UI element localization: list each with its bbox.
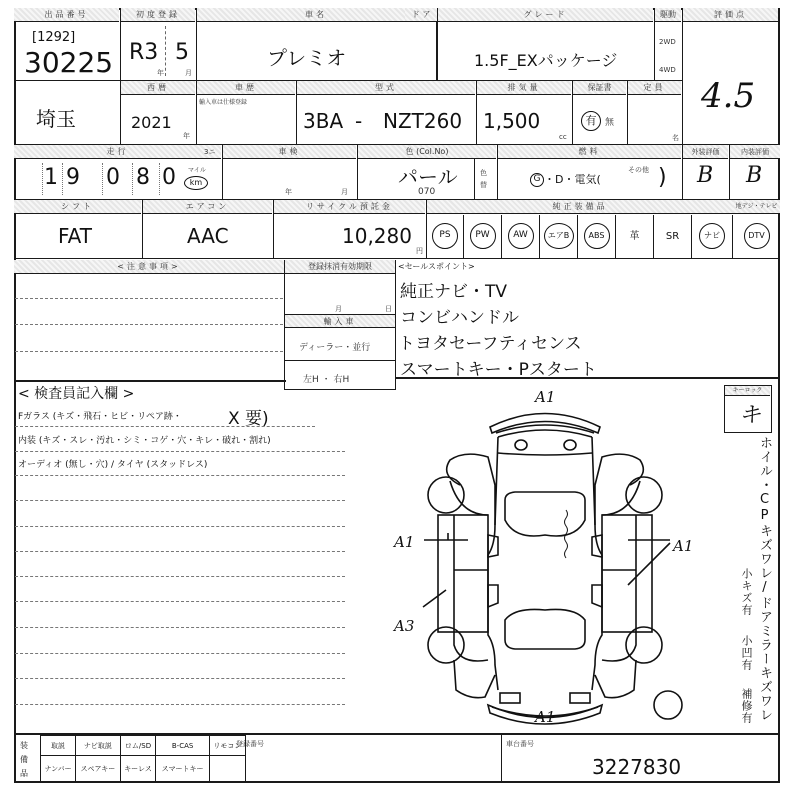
kind-note: 輸入車は仕様登録 <box>199 99 248 106</box>
tv-label: 地デジ・テレビ <box>733 200 780 214</box>
reg-expiry-label: 登録抹消有効期限 <box>285 260 395 274</box>
warranty-label: 保証書 <box>573 81 626 95</box>
color-divider <box>474 159 475 200</box>
warranty-no: 無 <box>605 118 615 128</box>
recycle-label: リサイクル預託金 <box>274 200 425 214</box>
door-label: ドア <box>405 8 440 22</box>
digit-divider <box>132 163 133 195</box>
region-cell <box>14 81 121 145</box>
caution-line <box>15 324 283 325</box>
score-label: 評価点 <box>683 8 778 22</box>
lot-cell <box>14 8 121 81</box>
keylock-label: キーロック <box>725 386 770 396</box>
digit-divider <box>62 163 63 195</box>
caution-label: <注意事項> <box>14 260 284 274</box>
displacement-unit: cc <box>559 133 567 141</box>
chassis-label: 車台番号 <box>506 740 534 748</box>
keylock-box <box>724 385 772 433</box>
lot-label: 出品番号 <box>14 8 119 22</box>
equip-aw: AW <box>502 215 540 259</box>
acc-number: ナンバー <box>41 756 76 782</box>
mileage-digit: 0 <box>106 165 120 190</box>
equip-dtv: DTV <box>733 215 780 259</box>
color-cell <box>358 145 498 200</box>
acc-navi-manual: ナビ取説 <box>76 736 121 756</box>
displacement-label: 排気量 <box>477 81 571 95</box>
grade-label: グレード <box>438 8 653 22</box>
drive-4wd: 4WD <box>659 66 676 74</box>
inspection-year: 年 <box>285 188 292 196</box>
car-name-label: 車名 <box>197 8 435 22</box>
recycle-cell <box>274 200 427 259</box>
equip-navi: ナビ <box>692 215 733 259</box>
drive-label: 駆動 <box>655 8 681 22</box>
shift-cell <box>14 200 143 259</box>
sales-label: <セールスポイント> <box>398 262 475 271</box>
shift-label: シフト <box>14 200 141 214</box>
exterior-cell <box>683 145 730 200</box>
kind-cell <box>197 81 297 145</box>
color: パール <box>398 165 458 189</box>
region: 埼玉 <box>36 107 76 131</box>
car-diagram-icon <box>380 385 720 730</box>
model-code: NZT260 <box>383 109 463 133</box>
color-no: 070 <box>418 187 436 197</box>
kind-label: 車歴 <box>197 81 295 95</box>
damage-rear: A1 <box>535 708 556 726</box>
equip-abs: ABS <box>578 215 616 259</box>
drive-2wd: 2WD <box>659 38 676 46</box>
exterior-label: 外装評価 <box>683 145 728 159</box>
first-reg-month: 5 <box>175 40 189 65</box>
ac: AAC <box>187 224 229 248</box>
caution-bottom <box>14 380 286 382</box>
exterior-grade: B <box>697 163 714 188</box>
year-suffix: 年 <box>183 132 190 140</box>
damage-front: A1 <box>535 388 556 406</box>
meter-label: 3ニ <box>204 148 216 156</box>
recycle-unit: 円 <box>416 247 423 255</box>
fuel-gasoline: G <box>530 173 544 187</box>
digit-divider <box>159 163 160 195</box>
grade: 1.5F_EXパッケージ <box>474 51 618 70</box>
chassis-number: 3227830 <box>592 755 682 779</box>
right-sub-note: 小キズ有 <box>740 568 753 616</box>
inspector-line-glass: Fガラス (キズ・飛石・ヒビ・リペア跡・ <box>18 412 182 422</box>
first-reg-label: 初度登録 <box>121 8 195 22</box>
sales-box <box>396 259 780 379</box>
score: 4.5 <box>701 76 756 116</box>
acc-rom-sd: ロム/SD <box>120 736 156 756</box>
color-label: 色 (Col.No) <box>358 145 496 159</box>
mileage-unit-km: km <box>184 176 208 190</box>
inspector-line <box>15 551 345 552</box>
inspector-line <box>15 475 345 476</box>
acc-keyless: キーレス <box>120 756 156 782</box>
fuel-cell <box>498 145 683 200</box>
score-cell <box>683 8 780 145</box>
inspection-cell <box>223 145 358 200</box>
footer <box>14 733 780 783</box>
fuel-close: ) <box>658 165 667 190</box>
inspector-line <box>15 576 345 577</box>
shift: FAT <box>58 224 93 248</box>
ac-cell <box>143 200 274 259</box>
western-label: 西暦 <box>121 81 195 95</box>
inspector-line <box>15 678 345 679</box>
inspector-line <box>15 526 345 527</box>
digit-divider <box>102 163 103 195</box>
recycle-fee: 10,280 <box>342 224 412 248</box>
mileage-label: 走行 <box>14 145 221 159</box>
caution-line <box>15 351 283 352</box>
equip-ps: PS <box>427 215 464 259</box>
caution-line <box>15 298 283 299</box>
month-suffix: 月 <box>185 69 192 77</box>
equip-airbag: エアB <box>540 215 578 259</box>
right-margin-note: ホイル・CPキズワレ/ドアミラーキズワレ <box>757 436 772 722</box>
accessory-table <box>40 735 246 782</box>
model-cell <box>297 81 477 145</box>
import-label: 輸入車 <box>285 314 395 328</box>
capacity-label: 定員 <box>628 81 681 95</box>
mileage-digit: 9 <box>66 165 80 190</box>
inspector-line <box>15 500 345 501</box>
inspector-line <box>15 426 315 427</box>
inspector-line <box>15 627 345 628</box>
displacement-cell <box>477 81 573 145</box>
inspection-label: 車検 <box>223 145 356 159</box>
right-sub-note: 小凹有 <box>740 635 753 671</box>
acc-smart-key: スマートキー <box>156 756 209 782</box>
ac-label: エアコン <box>143 200 272 214</box>
color-change: 色替 <box>480 169 487 189</box>
acc-bcas: B-CAS <box>156 736 209 756</box>
model-label: 型式 <box>297 81 475 95</box>
car-name-cell <box>197 8 437 81</box>
lot-number: 30225 <box>24 46 114 79</box>
damage-left-door: A1 <box>394 533 415 551</box>
inspector-line-audio: オーディオ (無し・穴) / タイヤ (スタッドレス) <box>18 460 208 470</box>
expiry-month: 月 <box>335 305 342 313</box>
sales-point: 純正ナビ・TV <box>400 282 508 302</box>
inspector-line <box>15 704 345 705</box>
glass-mark: X 要) <box>228 409 269 429</box>
expiry-day: 日 <box>385 305 392 313</box>
divider <box>501 735 502 781</box>
model-dash: - <box>355 109 363 133</box>
inspector-line-interior: 内装 (キズ・スレ・汚れ・シミ・コゲ・穴・キレ・破れ・割れ) <box>18 436 271 446</box>
divider <box>165 26 166 76</box>
equip-pw: PW <box>464 215 502 259</box>
mileage-digit: 1 <box>44 165 58 190</box>
interior-grade: B <box>746 163 763 188</box>
reg-no-label: 登録番号 <box>236 740 264 748</box>
accessory-label: 装備品 <box>20 741 28 778</box>
model-prefix: 3BA <box>303 109 344 133</box>
inspector-line <box>15 601 345 602</box>
western-year-cell <box>121 81 197 145</box>
capacity-unit: 名 <box>672 134 679 142</box>
inspector-line <box>15 451 345 452</box>
acc-remote: リモコン <box>209 736 245 756</box>
divider <box>285 360 395 361</box>
mileage-digit: 0 <box>162 165 176 190</box>
equip-leather: 革 <box>616 215 654 259</box>
sales-point: トヨタセーフティセンス <box>398 334 582 354</box>
year-suffix: 年 <box>157 69 164 77</box>
mileage-digit: 8 <box>136 165 150 190</box>
digit-divider <box>42 163 43 195</box>
warranty-cell <box>573 81 628 145</box>
handle-option[interactable]: 左H ・ 右H <box>303 375 350 385</box>
acc-spare-key: スペアキー <box>76 756 121 782</box>
equip-sunroof: SR <box>654 215 692 259</box>
first-reg-era: R3 <box>129 40 159 65</box>
acc-manual: 取説 <box>41 736 76 756</box>
car-name: プレミオ <box>267 46 347 70</box>
acc-empty <box>209 756 245 782</box>
inspector-line <box>15 653 345 654</box>
lot-sub: [1292] <box>32 30 76 45</box>
capacity-cell <box>628 81 683 145</box>
mileage-unit-mile: マイル <box>188 167 206 174</box>
first-reg-cell <box>121 8 197 81</box>
reg-expiry-box <box>284 260 396 390</box>
inspection-month: 月 <box>341 188 348 196</box>
inspector-title: < 検査員記入欄 > <box>18 386 135 402</box>
western-year: 2021 <box>131 113 172 132</box>
interior-cell <box>730 145 780 200</box>
damage-right-doors: A1 <box>673 537 694 555</box>
mileage-cell <box>14 145 223 200</box>
right-sub-note: 補修有 <box>740 688 753 724</box>
dealer-option[interactable]: ディーラー・並行 <box>299 343 371 353</box>
equipment-label: 純正装備品 <box>427 200 733 214</box>
damage-left-rocker: A3 <box>394 617 415 635</box>
drive-cell <box>655 8 683 81</box>
fuel-other: その他 <box>628 166 649 174</box>
fuel-label: 燃料 <box>498 145 681 159</box>
warranty-yes: 有 <box>581 111 601 131</box>
keylock-mark: キ <box>739 403 762 428</box>
fuel-options: ・D・電気( <box>544 173 601 186</box>
interior-label: 内装評価 <box>730 145 780 159</box>
sales-point: コンビハンドル <box>400 308 519 328</box>
sales-point: スマートキー・Pスタート <box>400 360 597 380</box>
displacement: 1,500 <box>483 109 541 133</box>
grade-cell <box>437 8 655 81</box>
